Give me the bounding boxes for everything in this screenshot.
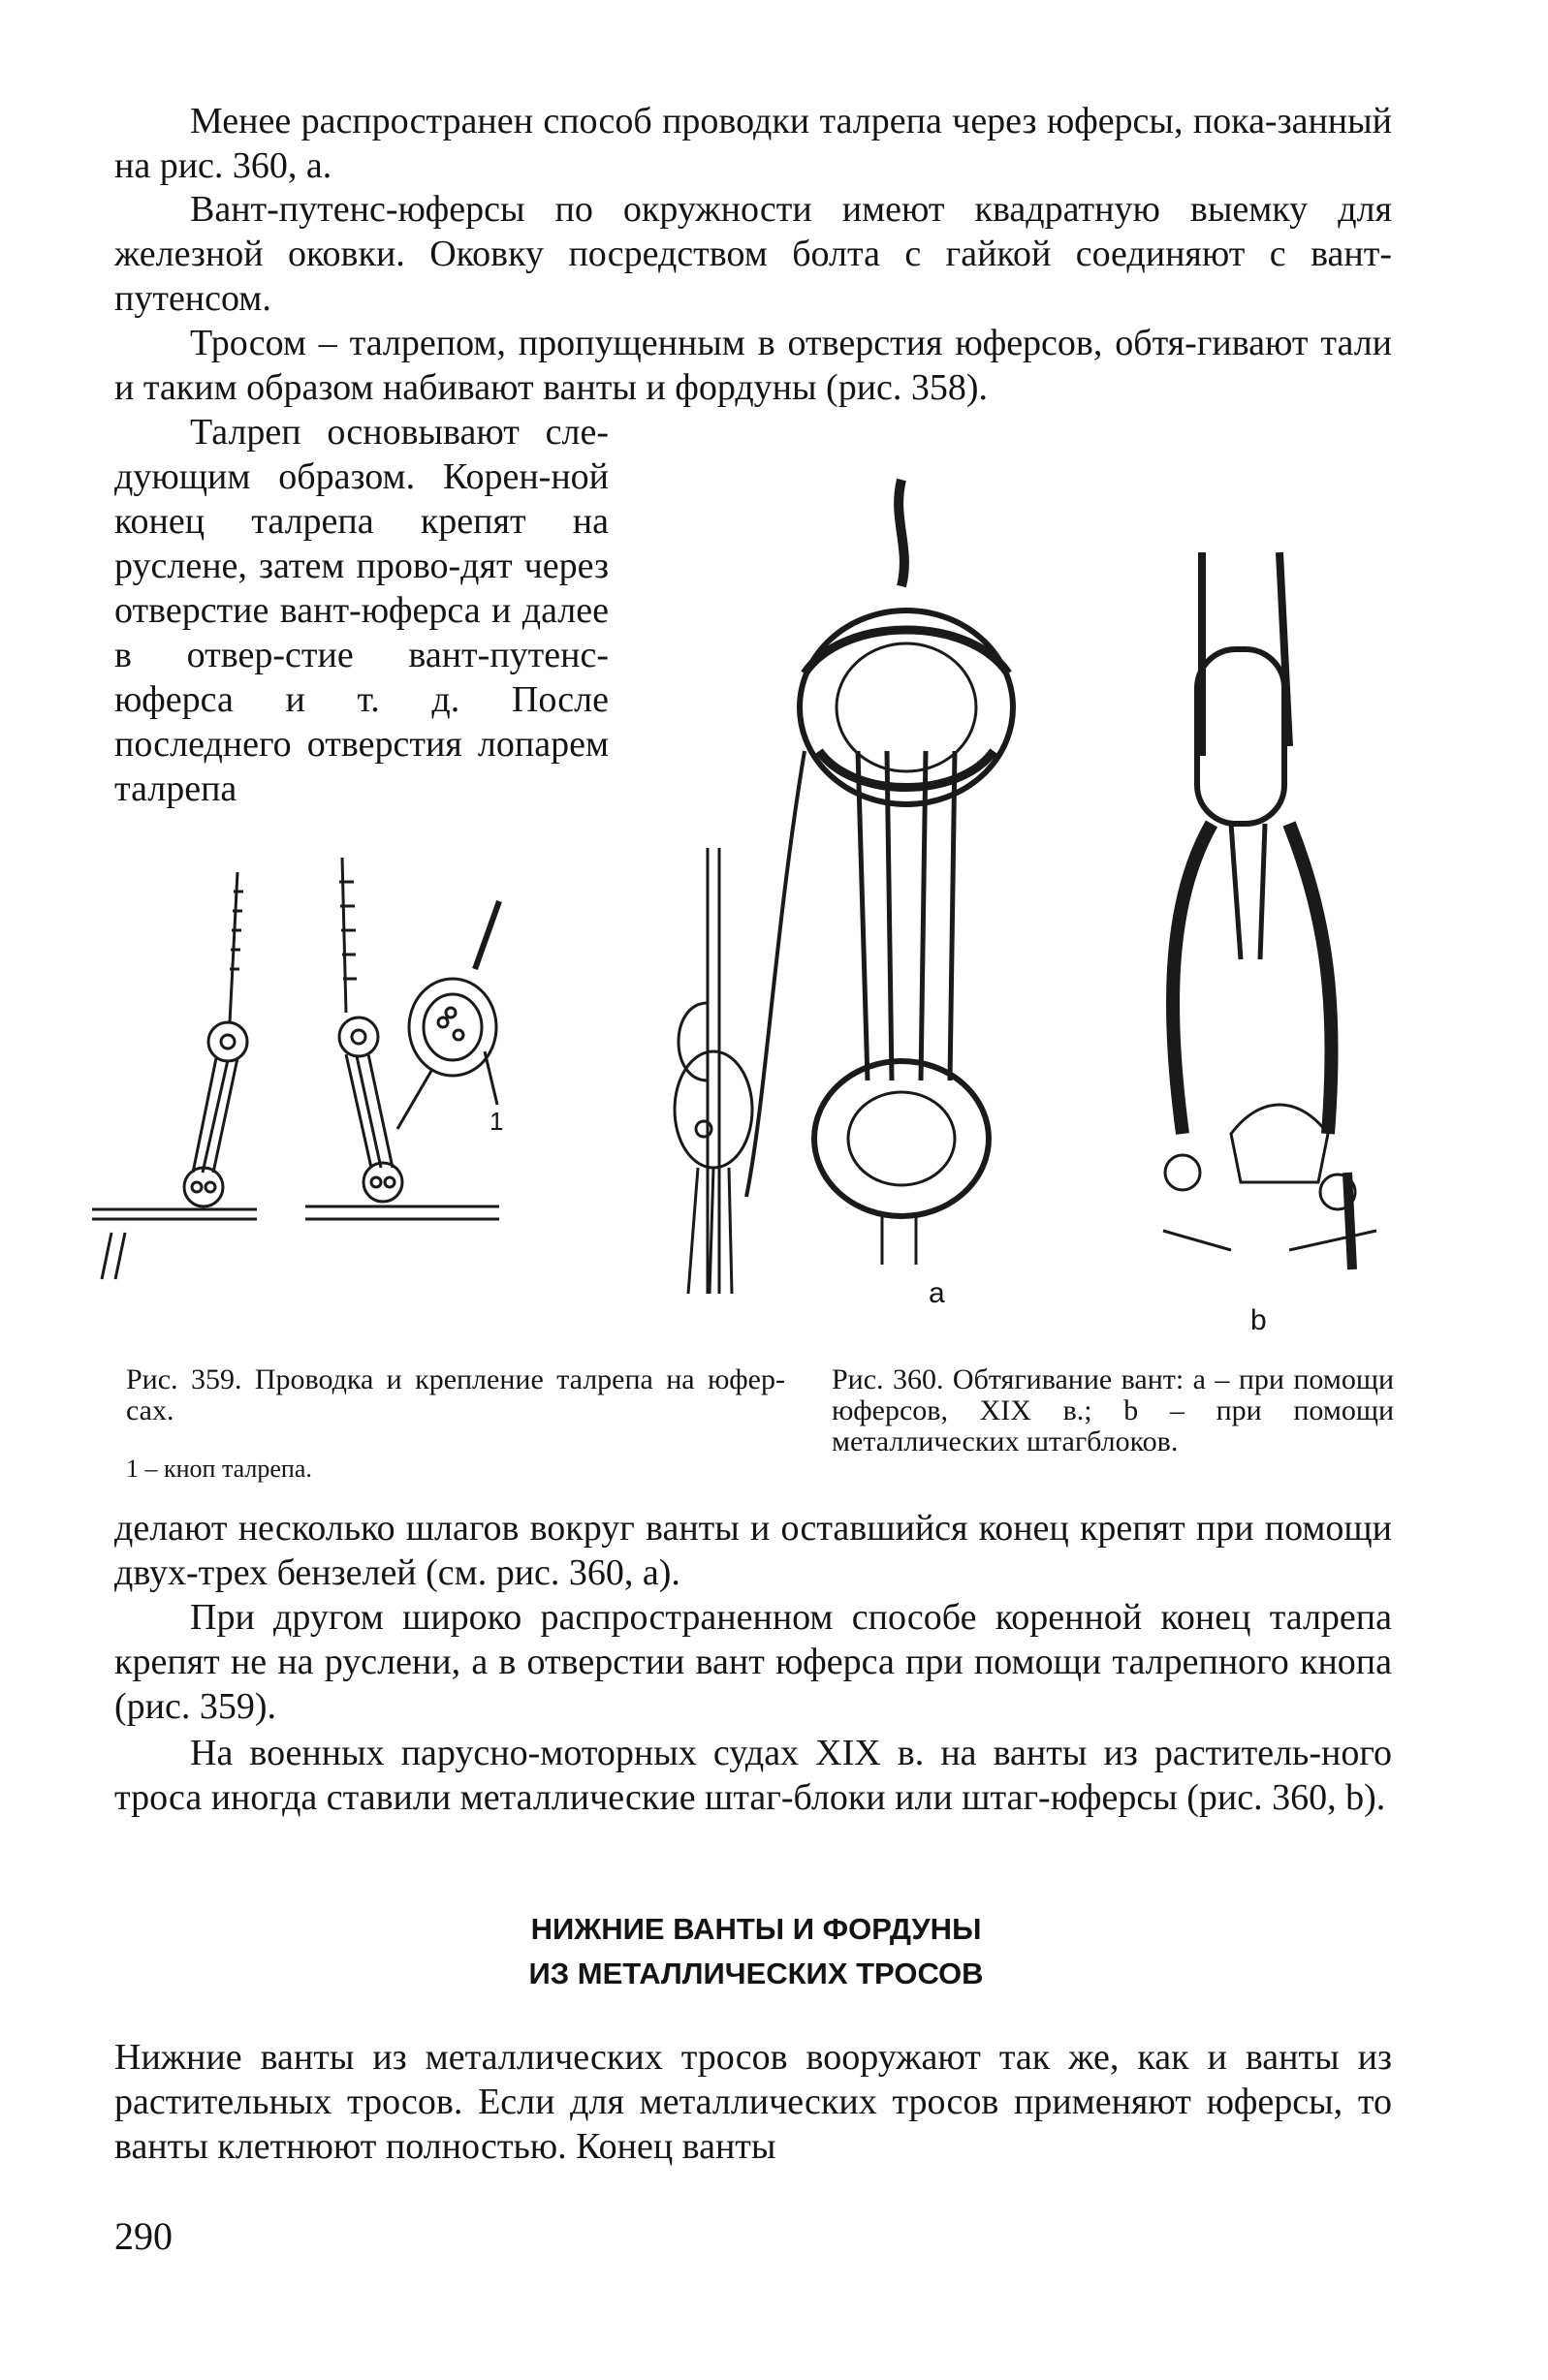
paragraph-6: При другом широко распространенном способе коренной конец талрепа крепят не на руслени, а в отверстии вант юферса при помощи талрепного кнопа (рис. 359). bbox=[114, 1597, 1392, 1727]
fig359-note: 1 – кноп талрепа. bbox=[126, 1455, 312, 1483]
paragraph-3: Тросом – талрепом, пропущенным в отверстия юферсов, обтя-гивают тали и таким образом набивают ванты и фордуны (рис. 358). bbox=[114, 323, 1392, 408]
fig360-caption: Рис. 360. Обтягивание вант: а – при помощи юферсов, XIX в.; b – при помощи металлических штагблоков. bbox=[832, 1363, 1394, 1457]
paragraph-2: Вант-путенс-юферсы по окружности имеют квадратную выемку для железной оковки. Оковку посредством болта с гайкой соединяют с вант-путенсом. bbox=[114, 189, 1392, 319]
section-heading-line2: ИЗ МЕТАЛЛИЧЕСКИХ ТРОСОВ bbox=[528, 1957, 984, 1990]
page-number: 290 bbox=[114, 2214, 173, 2258]
figure-359-drawing bbox=[92, 853, 528, 1279]
fig359-callout-1: 1 bbox=[490, 1107, 504, 1136]
paragraph-1: Менее распространен способ проводки талрепа через юферсы, пока-занный на рис. 360, а. bbox=[114, 101, 1392, 186]
paragraph-4: Талреп основывают сле-дующим образом. Корен-ной конец талрепа крепят на руслене, затем прово-дят через отверстие вант-юферса и далее в отвер-стие вант-путенс-юферса и т. д. После последнего отверстия лопарем талрепа bbox=[114, 412, 609, 809]
fig360-label-b: b bbox=[1250, 1304, 1267, 1336]
fig360-label-a: a bbox=[929, 1277, 945, 1309]
figure-360b-drawing bbox=[1144, 552, 1396, 1308]
fig359-caption: Рис. 359. Проводка и крепление талрепа на юфер-сах. bbox=[126, 1363, 785, 1426]
paragraph-5: делают несколько шлагов вокруг ванты и оставшийся конец крепят при помощи двух-трех бензелей (см. рис. 360, а). bbox=[114, 1508, 1392, 1593]
section-heading-line1: НИЖНИЕ ВАНТЫ И ФОРДУНЫ bbox=[530, 1912, 982, 1946]
paragraph-7: На военных парусно-моторных судах XIX в. на ванты из раститель-ного троса иногда ставили металлические штаг-блоки или штаг-юферсы (рис. 360, b). bbox=[114, 1733, 1392, 1818]
paragraph-8: Нижние ванты из металлических тросов вооружают так же, как и ванты из растительных тросов. Если для металлических тросов применяют юферсы, то ванты клетнюют полностью. Конец ванты bbox=[114, 2037, 1392, 2167]
figure-360a-drawing bbox=[659, 460, 1066, 1294]
